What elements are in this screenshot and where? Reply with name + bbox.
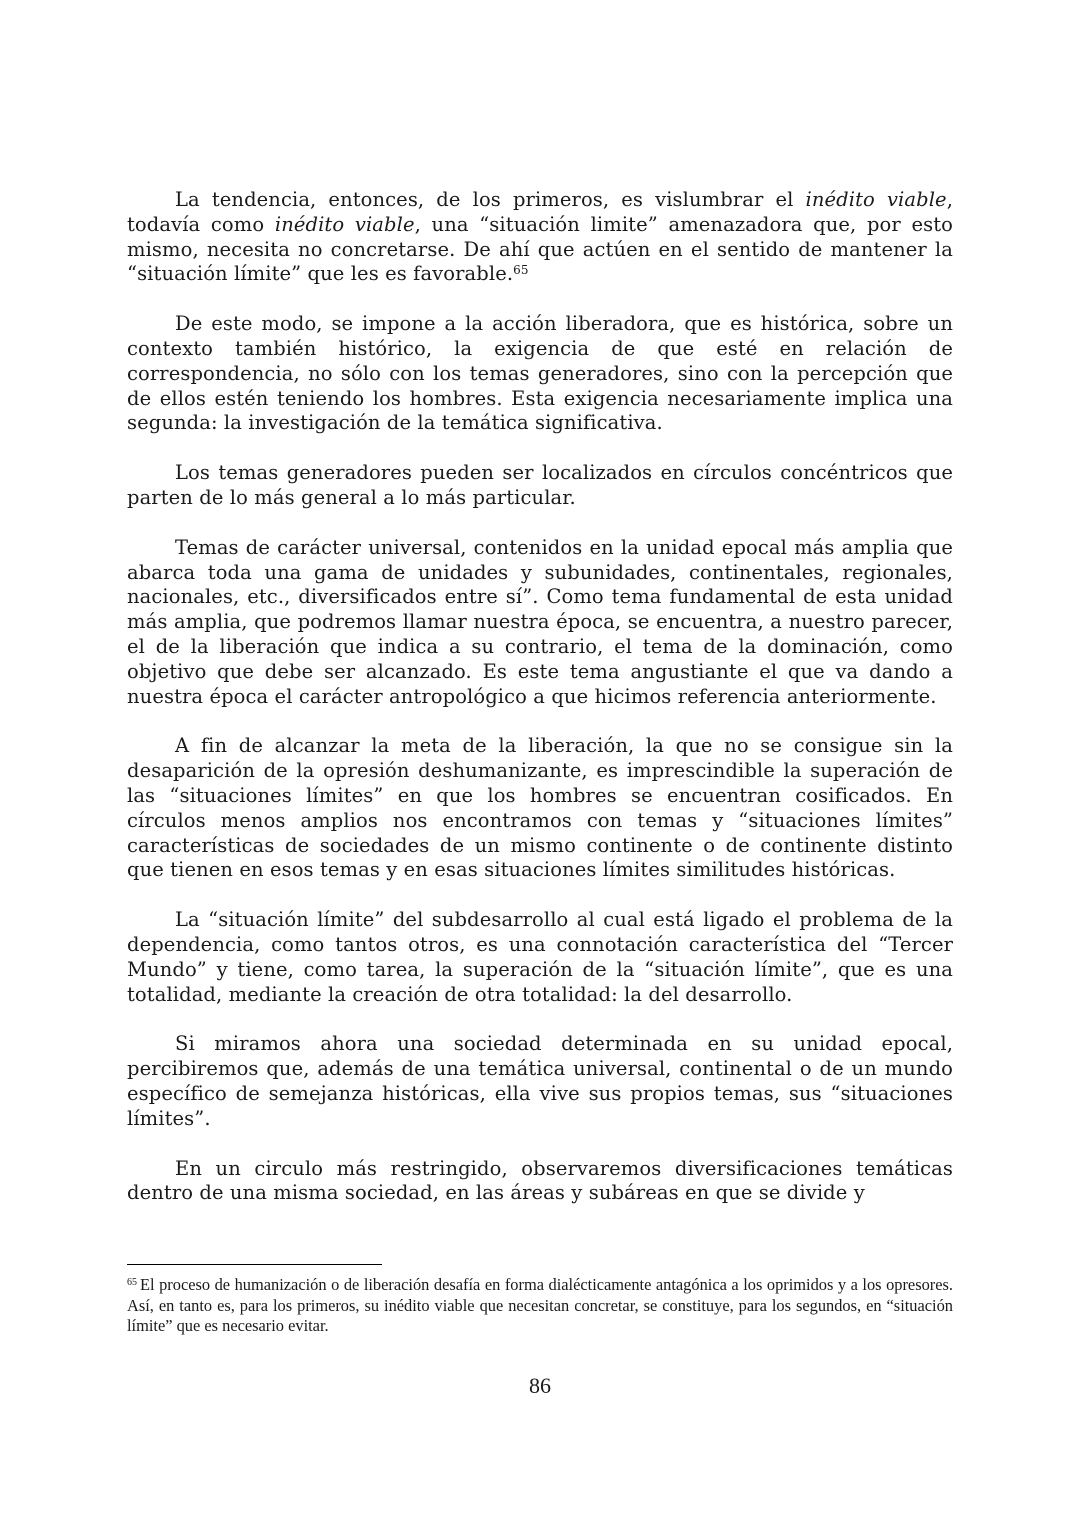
- footnote-65: [127, 1275, 953, 1337]
- p7-text: Si miramos ahora una sociedad determinada en su unidad epocal, percibiremos que, además de una temática universal, continental o de un mundo específico de semejanza históricas, ella vive sus propios temas, sus “situaciones límites”.: [127, 1032, 953, 1130]
- p1-italic-inedito-viable-1: inédito viable: [805, 188, 947, 211]
- p6-text: La “situación límite” del subdesarrollo al cual está ligado el problema de la dependencia, como tantos otros, es una connotación característica del “Tercer Mundo” y tiene, como tarea, la superación de la “situación límite”, que es una totalidad, mediante la creación de otra totalidad: la del desarrollo.: [127, 908, 953, 1006]
- paragraph-1: [127, 188, 953, 287]
- footnote-separator: [127, 1264, 382, 1265]
- paragraph-3: [127, 461, 953, 511]
- page-number: 86: [529, 1373, 551, 1398]
- p1-seg-2: , todavía como: [127, 188, 953, 236]
- p1-seg-0: La tendencia, entonces, de los primeros, es vislumbrar el: [175, 188, 806, 211]
- p4-text: Temas de carácter universal, contenidos en la unidad epocal más amplia que abarca toda una gama de unidades y subunidades, continentales, regionales, nacionales, etc., diversificados entre sí”. Como tema fundamental de esta unidad más amplia, que podremos llamar nuestra época, se encuentra, a nuestro parecer, el de la liberación que indica a su contrario, el tema de la dominación, como objetivo que debe ser alcanzado. Es este tema angustiante el que va dando a nuestra época el carácter antropológico a que hicimos referencia anteriormente.: [127, 535, 953, 708]
- paragraph-2: [127, 312, 953, 436]
- paragraph-5: [127, 734, 953, 883]
- p3-text: Los temas generadores pueden ser localizados en círculos concéntricos que parten de lo más general a lo más particular.: [127, 461, 953, 509]
- paragraph-6: [127, 908, 953, 1007]
- footnote-marker: 65: [127, 1277, 137, 1288]
- p2-text: De este modo, se impone a la acción liberadora, que es histórica, sobre un contexto también histórico, la exigencia de que esté en relación de correspondencia, no sólo con los temas generadores, sino con la percepción que de ellos estén teniendo los hombres. Esta exigencia necesariamente implica una segunda: la investigación de la temática significativa.: [127, 312, 953, 435]
- p1-italic-inedito-viable-2: inédito viable: [274, 212, 415, 236]
- paragraph-8: [127, 1157, 953, 1207]
- p5-text: A fin de alcanzar la meta de la liberación, la que no se consigue sin la desaparición de la opresión deshumanizante, es imprescindible la superación de las “situaciones límites” en que los hombres se encuentran cosificados. En círculos menos amplios nos encontramos con temas y “situaciones límites” características de sociedades de un mismo continente o de continente distinto que tienen en esos temas y en esas situaciones límites similitudes históricas.: [127, 734, 953, 882]
- footnote-text: El proceso de humanización o de liberación desafía en forma dialécticamente antagónica a los oprimidos y a los opresores. Así, en tanto es, para los primeros, su inédito viable que necesitan concretar, se constituye, para los segundos, en “situación límite” que es necesario evitar.: [127, 1275, 953, 1335]
- p1-seg-4: , una “situación limite” amenazadora que, por esto mismo, necesita no concretarse. De ahí que actúen en el sentido de mantener la “situación límite” que les es favorable.: [127, 212, 953, 286]
- paragraph-4: [127, 536, 953, 710]
- paragraph-7: [127, 1032, 953, 1131]
- footnote-reference-65[interactable]: 65: [513, 263, 529, 278]
- p8-text: En un circulo más restringido, observaremos diversificaciones temáticas dentro de una misma sociedad, en las áreas y subáreas en que se divide y: [127, 1156, 953, 1205]
- page-body: [127, 188, 953, 1231]
